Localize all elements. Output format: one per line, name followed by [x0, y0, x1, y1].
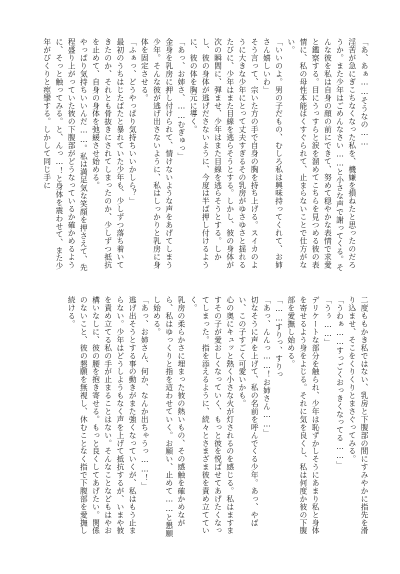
text-paragraph: やっぱり気持ちいいんだ……。私は満足気な笑顔を押さえて、先程盛り上がっていた彼の下腹部がどうなっているか確かめるように、そっと触ってみる。と、んっ…！と身体を震わせて、また少年がぴくりと痙攣する。しかして同じ手に: [42, 38, 89, 272]
text-paragraph: 「いいのよ。男の子だもの、むしろ私は興味持ってくれて、お姉さん嬉しいわ」: [262, 38, 284, 269]
text-paragraph: 心の奥にキュッと熱く小さな火が灯されるのを感じる。私はますますその子が愛おしくなっていく、もっと彼を悦ばせてあげたくなってしまった。指を添えるように、続々とさまざま彼を責め立てていく。: [189, 296, 235, 535]
text-paragraph: 二度ももかき私ではない、乳房と下腹部の間にすみやかに指先を滑り込ませ、そこをくりくりとまさぐってみる。: [347, 296, 369, 535]
text-paragraph: 「あっ、んんっ……！お姉さん……」: [262, 296, 272, 437]
text-paragraph: 「あっ、お姉さん、何か、なんか出ちゃうっ……！」: [140, 296, 150, 490]
text-paragraph: 金身を乳房に押し付けられて、情けないような声をあげてしまう少年。そんな彼が逃げ出さないように、私はしっかりと乳房に身体を固定させる。: [140, 38, 174, 269]
text-paragraph: そう言って、宗いた方の手で自身の胸を持ち上げる。スイカのように大きな少年にとって丈夫すぎるその乳房がゆさゆさと揺れるたびに、少年はまた目線を逃らそうとする。しかし、彼の身体が次の瞬間に、弾ませ、少年はまた目線を逃らそうとする。しかし、彼の身体が逃げださないように、今度は半ば押し付けるように、彼の体を胸元に導く。: [189, 38, 260, 269]
lower-text-block: [25, 296, 370, 542]
text-paragraph: 最初のうちはじたばたと暴れていた少年も、少しずつ落ち着いてきたのか、それとも骨抜きにされてしまったのか、少しずつ抵抗を止めて、自身の身体を弛緩させ始める。: [91, 38, 125, 269]
text-paragraph: 乳房の柔らかさに埋まった彼の熱いもの、その感触を確かめながら、私はゆっくりと指を這わせていく。お願い、止めて……と懇願し始める。: [152, 296, 186, 538]
text-paragraph: 「……すりっ、すりっ: [274, 296, 284, 379]
text-paragraph: 「うぅ……」: [323, 296, 333, 347]
text-paragraph: 「うわぁ……すっごくおっきくなってる……」: [335, 296, 345, 469]
text-paragraph: 逃げ出そうとする事の動きがまた強くなっていくが、私はもう止まらない。少年はどうしようもなく声を上げて抵抗するが、いまや彼を責め立てる私の手が止まることはない。そんなことなどもはやお構いなしに、彼の腰を抱き寄せる。もっと良くしてあげたい。関係のないこと、彼の懇願を無視し、休むことなく指で下腹部を愛撫し続ける。: [67, 296, 138, 535]
upper-text-block: [25, 38, 370, 276]
text-paragraph: デリケートな部分を触られ、少年は恥ずかしそうにあまり私と身体を寄せるよう身をよじる。それに気を良くし、私は何度か彼の下腹部を愛撫し始める。: [286, 296, 321, 535]
text-paragraph: 「ふぁっ、どうやっぱり気持ちいいかしら？」: [128, 38, 138, 205]
text-paragraph: 淫苦が急にぎこちなくなった私を、機嫌を損ねたと思ったのだろうか。また少年はごめんなさい……と小さな声で謝ってくる。そんな彼を私は自身の顔の前にできて、努めて穏やかな表情で求愛と鑑察する。目にうっすらと涙を溜めてこちらを見つめる彼の表情に、私の母性本能はくすぐられて、止まらないことで仕方がない。: [286, 38, 357, 272]
text-paragraph: 切なそうに声を上げて、私の名前を呼んでくる少年。あっ、やばい、この子すごく可愛いかも。: [237, 296, 260, 527]
text-paragraph: 「あ、あぁ……そうなの……: [360, 38, 369, 147]
text-paragraph: 「あっ、お姉さ、……むぎゅっ」: [176, 38, 186, 161]
